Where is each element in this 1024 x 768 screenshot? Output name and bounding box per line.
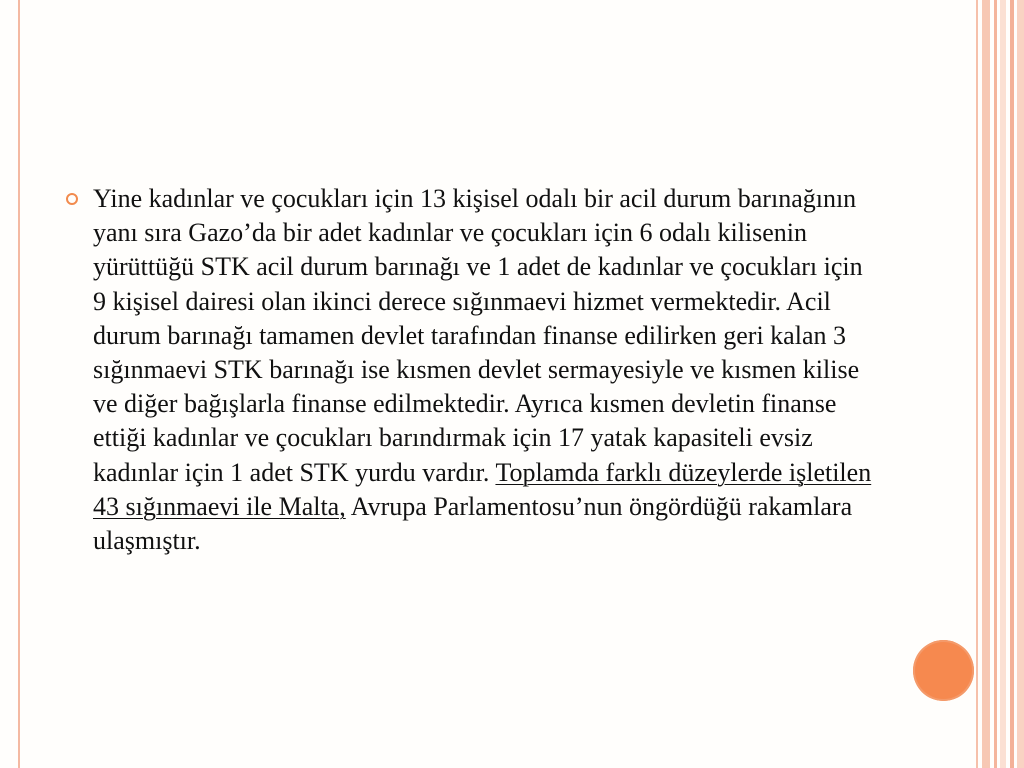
bullet-circle-icon bbox=[66, 193, 78, 205]
stripe bbox=[1017, 0, 1024, 768]
stripe bbox=[976, 0, 978, 768]
paragraph-text-underlined: Toplamda farklı düzeylerde işletilen 43 sığınmaevi ile Malta, bbox=[93, 457, 872, 521]
stripe bbox=[994, 0, 997, 768]
paragraph-text-end: Avrupa Parlamentosu’nun öngördüğü rakamlara ulaşmıştır. bbox=[93, 491, 853, 556]
slide-content bbox=[66, 182, 881, 558]
bullet-paragraph bbox=[93, 182, 881, 558]
stripe bbox=[1000, 0, 1006, 768]
stripe bbox=[1010, 0, 1014, 768]
paragraph-text-main: Yine kadınlar ve çocukları için 13 kişisel odalı bir acil durum barınağının yanı sıra Gazo’da bir adet kadınlar ve çocukları için 6 odalı kilisenin yürüttüğü STK acil durum barınağı ve 1 adet de kadınlar ve çocukları için 9 kişisel dairesi olan ikinci derece sığınmaevi hizmet vermektedir. Acil durum barınağı tamamen devlet tarafından finanse edilirken geri kalan 3 sığınmaevi STK barınağı ise kısmen devlet sermayesiyle ve kısmen kilise ve diğer bağışlarla finanse edilmektedir. Ayrıca kısmen devletin finanse ettiği kadınlar ve çocukları barındırmak için 17 yatak kapasiteli evsiz kadınlar için 1 adet STK yurdu vardır. bbox=[93, 184, 863, 487]
bullet-item bbox=[66, 182, 881, 558]
left-border-line bbox=[18, 0, 20, 768]
decorative-circle bbox=[913, 640, 974, 701]
stripe bbox=[982, 0, 990, 768]
right-decorative-stripes bbox=[976, 0, 1024, 768]
